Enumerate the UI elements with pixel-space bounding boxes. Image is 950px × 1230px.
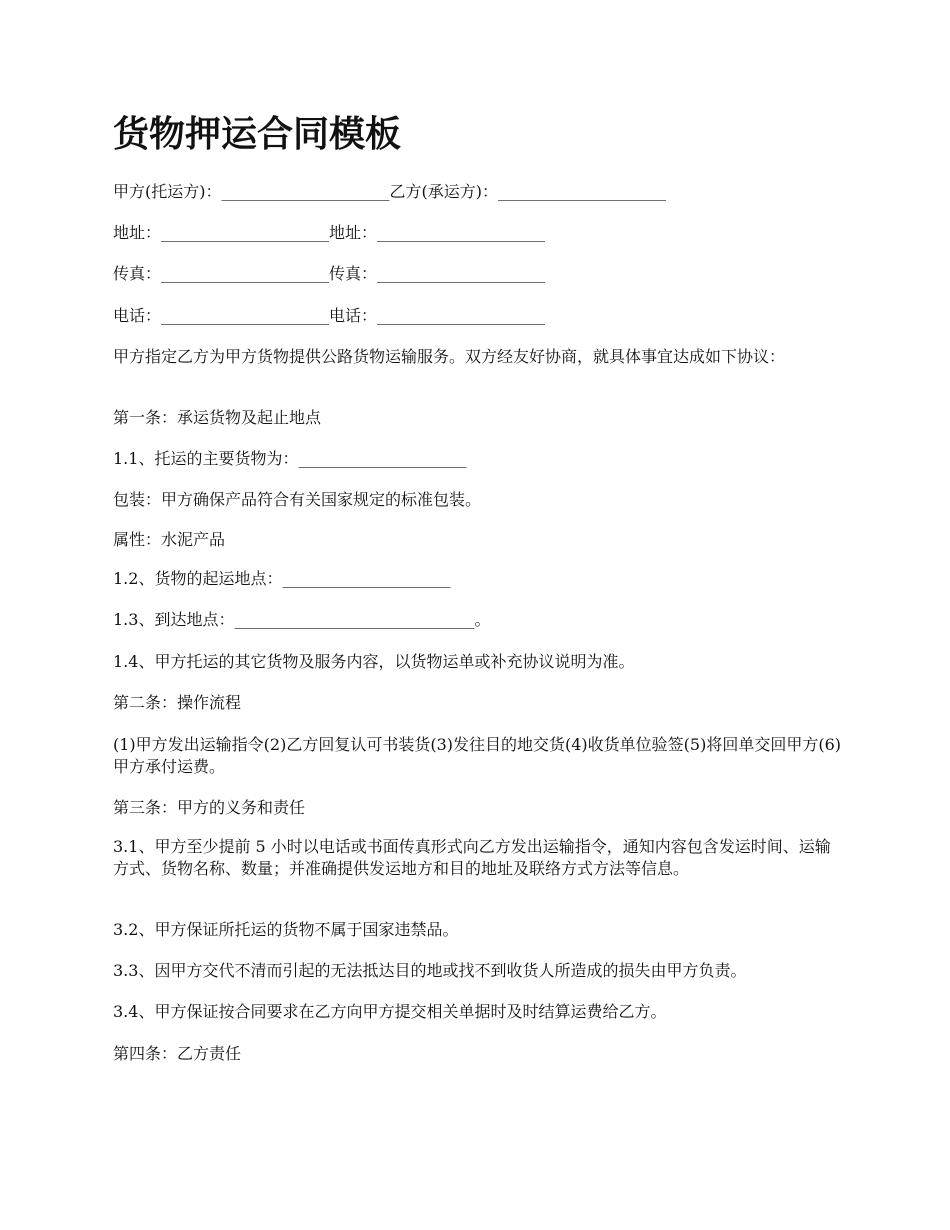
address-line: 地址：_____________________地址：_____________________ — [113, 223, 546, 242]
process-paragraph: (1)甲方发出运输指令(2)乙方回复认可书装货(3)发往目的地交货(4)收货单位验签(5)将回单交回甲方(6)甲方承付运费。 — [113, 735, 841, 776]
party-a-b-line: 甲方(托运方)：_____________________乙方(承运方)：_____________________ — [113, 182, 666, 201]
article-4-heading: 第四条：乙方责任 — [113, 1044, 242, 1063]
article-3-heading: 第三条：甲方的义务和责任 — [113, 798, 306, 817]
clause-3-3: 3.3、因甲方交代不清而引起的无法抵达目的地或找不到收货人所造成的损失由甲方负责。 — [113, 961, 747, 980]
clause-1-2: 1.2、货物的起运地点：_____________________ — [113, 569, 451, 588]
clause-3-1: 3.1、甲方至少提前 5 小时以电话或书面传真形式向乙方发出运输指令，通知内容包含发运时间、运输方式、货物名称、数量；并准确提供发运地方和目的地址及联络方式方法等信息。 — [113, 837, 831, 878]
clause-1-4: 1.4、甲方托运的其它货物及服务内容，以货物运单或补充协议说明为准。 — [113, 652, 635, 671]
intro-paragraph: 甲方指定乙方为甲方货物提供公路货物运输服务。双方经友好协商，就具体事宜达成如下协议： — [113, 347, 786, 366]
document-title: 货物押运合同模板 — [113, 114, 402, 155]
fax-line: 传真：_____________________传真：_____________________ — [113, 264, 546, 283]
packaging-paragraph: 包装：甲方确保产品符合有关国家规定的标准包装。 — [113, 490, 482, 509]
clause-1-1: 1.1、托运的主要货物为：_____________________ — [113, 449, 467, 468]
phone-line: 电话：_____________________电话：_____________________ — [113, 306, 546, 325]
article-2-heading: 第二条：操作流程 — [113, 693, 242, 712]
attribute-paragraph: 属性：水泥产品 — [113, 530, 226, 549]
article-1-heading: 第一条：承运货物及起止地点 — [113, 408, 322, 427]
clause-3-2: 3.2、甲方保证所托运的货物不属于国家违禁品。 — [113, 920, 459, 939]
clause-1-3: 1.3、到达地点：______________________________。 — [113, 610, 491, 629]
clause-3-4: 3.4、甲方保证按合同要求在乙方向甲方提交相关单据时及时结算运费给乙方。 — [113, 1002, 667, 1021]
